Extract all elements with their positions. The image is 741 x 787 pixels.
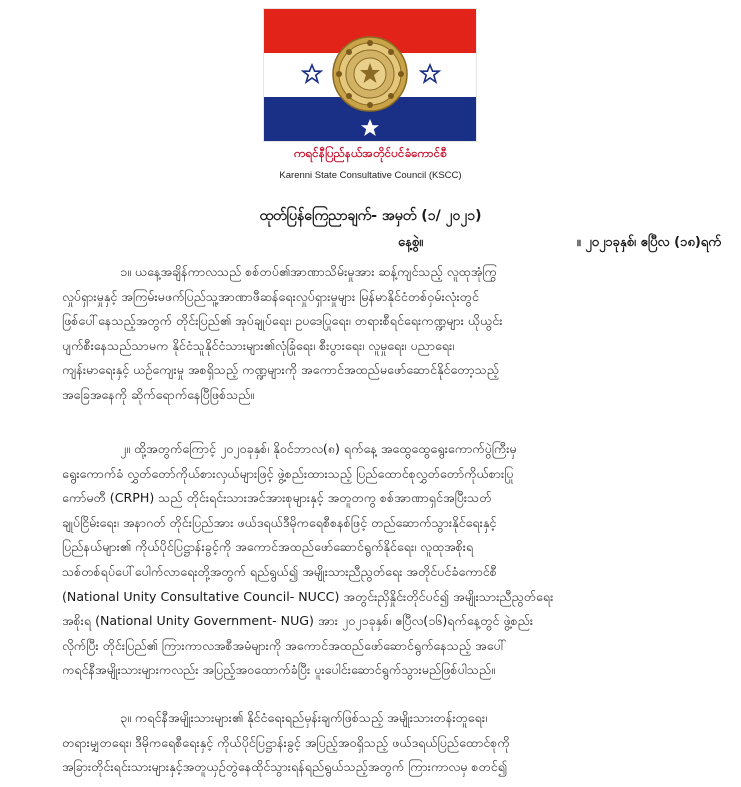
paragraph-line: လှုပ်ရှားမှုနှင့် အကြမ်းမဖက်ပြည်သူ့အာဏာဖီဆန်ရေးလှုပ်ရှားမှုများ မြန်မာနိုင်ငံတစ်ဝှမ်းလုံးတွင်: [62, 288, 479, 304]
paragraph-line: တရားမျှတရေး၊ ဒီမိုကရေစီရေးနှင့် ကိုယ်ပိုင်ပြဋ္ဌာန်းခွင့် အပြည့်အဝရှိသည့် ဖယ်ဒရယ်ပြည်ထောင်စုကို: [62, 734, 510, 750]
date-value: ။ ၂၀၂၁ခုနှစ်၊ ဧပြီလ (၁၈)ရက်: [576, 235, 721, 250]
paragraph-2: [62, 437, 716, 683]
paragraph-line: သစ်တစ်ရပ်ပေါ်ပေါက်လာရေးတို့အတွက် ရည်ရွယ်၍ အမျိုးသားညီညွတ်ရေး အတိုင်ပင်ခံကောင်စီ: [62, 563, 497, 579]
paragraph-3: [62, 706, 716, 780]
paragraph-line: ဖြစ်ပေါ်နေသည့်အတွက် တိုင်းပြည်၏ အုပ်ချုပ်ရေး၊ ဥပဒေပြုရေး၊ တရားစီရင်ရေးကဏ္ဍများ ယိုယွင်း: [62, 313, 503, 329]
organization-name-english: Karenni State Consultative Council (KSCC): [279, 170, 462, 181]
paragraph-line: ကျန်းမာရေးနှင့် ယဉ်ကျေးမှု အစရှိသည့် ကဏ္ဍများကို အကောင်အထည်မဖော်ဆောင်နိုင်တော့သည့်: [62, 362, 500, 378]
document-title: ထုတ်ပြန်ကြေညာချက်- အမှတ် (၁/ ၂၀၂၁): [259, 208, 482, 224]
paragraph-line: ပျက်စီးနေသည်သာမက နိုင်ငံသူနိုင်ငံသားများ၏လုံခြုံရေး၊ စီးပွားရေး၊ လူမှုရေး၊ ပညာရေး၊: [62, 337, 455, 353]
paragraph-line: ပြည်နယ်များ၏ ကိုယ်ပိုင်ပြဋ္ဌာန်းခွင့်ကို အကောင်အထည်ဖော်ဆောင်ရွက်နိုင်ရေး၊ လူထုအစိုးရ: [62, 539, 474, 555]
emblem-icon: [333, 37, 407, 111]
paragraph-line: ကော်မတီ (CRPH) သည် တိုင်းရင်းသားအင်အားစုများနှင့် အတူတကွ စစ်အာဏာရှင်အပြီးသတ်: [62, 490, 492, 506]
paragraph-line: အခြားတိုင်းရင်းသားများနှင့်အတူယှဉ်တွဲနေထိုင်သွားရန်ရည်ရွယ်သည့်အတွက် ကြားကာလမှ စတင်၍: [62, 759, 508, 775]
paragraph-line: ရွေးကောက်ခံ လွှတ်တော်ကိုယ်စားလှယ်များဖြင့် ဖွဲ့စည်းထားသည့် ပြည်ထောင်စုလွှတ်တော်ကိုယ်စားပြု: [62, 465, 514, 481]
paragraph-line: အစိုးရ (National Unity Government- NUG) အား ၂၀၂၁ခုနှစ်၊ ဧပြီလ(၁၆)ရက်နေ့တွင် ဖွဲ့စည်း: [62, 613, 534, 629]
paragraph-line: ချုပ်ငြိမ်းရေး၊ အနာဂတ် တိုင်းပြည်အား ဖယ်ဒရယ်ဒီမိုကရေစီစနစ်ဖြင့် တည်ဆောက်သွားနိုင်ရေးနှင့်: [62, 514, 497, 530]
paragraph-line: အခြေအနေကို ဆိုက်ရောက်နေပြီဖြစ်သည်။: [62, 386, 255, 402]
karenni-flag-logo: [264, 9, 476, 141]
paragraph-line: လိုက်ပြီး တိုင်းပြည်၏ ကြားကာလအစီအမံများကို အကောင်အထည်ဖော်ဆောင်ရွက်နေသည့် အပေါ်: [62, 637, 507, 653]
paragraph-line: ၃။ ကရင်နီအမျိုးသားများ၏ နိုင်ငံရေးရည်မှန်းချက်ဖြစ်သည့် အမျိုးသားတန်းတူရေး၊: [120, 710, 488, 725]
paragraph-line: ကရင်နီအမျိုးသားများကလည်း အပြည့်အဝထောက်ခံပြီး ပူးပေါင်းဆောင်ရွက်သွားမည်ဖြစ်ပါသည်။: [62, 662, 496, 678]
flag-graphic: [264, 9, 476, 141]
paragraph-line: ၁။ ယနေ့အချိန်ကာလသည် စစ်တပ်၏အာဏာသိမ်းမှုအား ဆန့်ကျင်သည့် လူထုအုံကြွ: [120, 264, 497, 279]
date-label: နေ့စွဲ။: [398, 235, 424, 250]
paragraph-line: ၂။ ထို့အတွက်ကြောင့် ၂၀၂၀ခုနှစ်၊ နိုဝင်ဘာလ(၈) ရက်နေ့ အထွေထွေရွေးကောက်ပွဲကြီးမှ: [120, 441, 517, 456]
paragraph-1: [62, 260, 716, 408]
paragraph-line: (National Unity Consultative Council- NUCC) အတွင်းညှိနှိုင်းတိုင်ပင်၍ အမျိုးသားညီညွတ်ရေး: [62, 588, 554, 604]
date-line: [398, 234, 721, 253]
organization-name-burmese: ကရင်နီပြည်နယ်အတိုင်ပင်ခံကောင်စီ: [294, 146, 447, 160]
